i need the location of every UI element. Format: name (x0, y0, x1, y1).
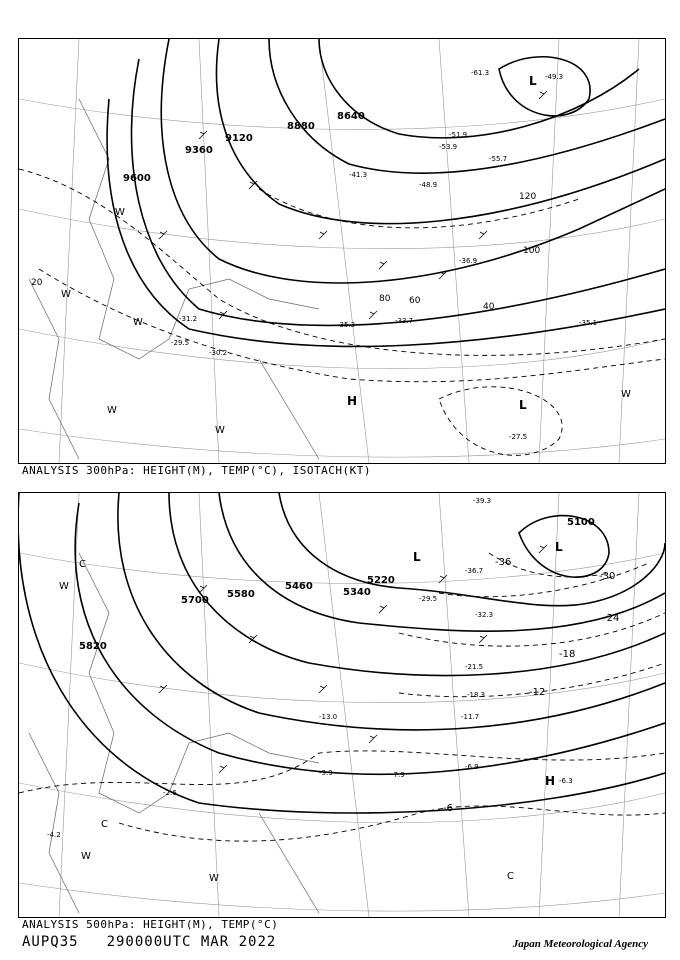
warm-marker: W (61, 289, 71, 300)
caption-300hpa: ANALYSIS 300hPa: HEIGHT(M), TEMP(°C), ISOTACH(KT) (22, 464, 372, 477)
temp-label: -29.5 (419, 595, 438, 603)
temp-label: -48.9 (419, 181, 438, 189)
temp-label: -21.5 (465, 663, 484, 671)
temp-label: -35.1 (579, 319, 598, 327)
footer-code-line (22, 934, 304, 950)
temp-label: -39.3 (473, 497, 492, 505)
temp-label: -2.6 (163, 789, 177, 797)
cold-marker: C (507, 871, 514, 882)
isotach-label: 100 (523, 246, 541, 256)
valid-datetime: 290000UTC MAR 2022 (106, 934, 277, 950)
isotach-label: 60 (409, 296, 421, 306)
isotach-label: 20 (31, 278, 43, 288)
height-label: 5340 (343, 587, 371, 598)
high-center-label: H (545, 774, 556, 788)
isotach-label: 40 (483, 302, 495, 312)
low-center-label: L (519, 398, 527, 412)
height-label: 5100 (567, 517, 595, 528)
warm-marker: W (215, 425, 225, 436)
height-label: 5580 (227, 589, 255, 600)
caption-500hpa: ANALYSIS 500hPa: HEIGHT(M), TEMP(°C) (22, 918, 279, 931)
temp-contour-label: -12 (529, 687, 546, 698)
coastline (29, 99, 319, 459)
height-label: 9600 (123, 173, 151, 184)
height-label: 8880 (287, 121, 315, 132)
warm-marker: W (59, 581, 69, 592)
graticule (19, 493, 665, 917)
low-center-label: L (413, 550, 421, 564)
low-center-label: L (529, 74, 537, 88)
warm-marker: W (107, 405, 117, 416)
temp-label: -4.2 (47, 831, 61, 839)
coastline (29, 553, 319, 913)
temp-contour-label: -36 (495, 557, 512, 568)
temp-label: -13.0 (319, 713, 338, 721)
graticule (19, 39, 665, 463)
temp-label: -6.3 (559, 777, 573, 785)
agency-name: Japan Meteorological Agency (512, 938, 648, 950)
temp-contour-label: -30 (599, 571, 616, 582)
map-panel-300hpa (18, 38, 666, 464)
height-label: 9360 (185, 145, 213, 156)
temp-label: -9.9 (319, 769, 333, 777)
temp-label: -33.7 (395, 317, 414, 325)
product-code: AUPQ35 (22, 934, 79, 950)
temp-label: -36.7 (465, 567, 484, 575)
isotach-label: 80 (379, 294, 391, 304)
map-300hpa-svg (19, 39, 665, 463)
temp-contour-label: -6 (443, 803, 453, 814)
height-label: 9120 (225, 133, 253, 144)
height-label: 5820 (79, 641, 107, 652)
warm-marker: W (209, 873, 219, 884)
temp-label: -30.2 (209, 349, 228, 357)
temp-label: -29.5 (171, 339, 190, 347)
temp-label: -41.3 (349, 171, 368, 179)
temp-label: -35.3 (337, 321, 356, 329)
temp-label: -7.9 (391, 771, 405, 779)
temp-contours (19, 553, 665, 841)
wind-barbs (159, 91, 547, 319)
temp-label: -11.7 (461, 713, 480, 721)
warm-marker: W (115, 207, 125, 218)
temp-label: -61.3 (471, 69, 490, 77)
temp-label: -36.9 (459, 257, 478, 265)
cold-marker: C (101, 819, 108, 830)
temp-label: -51.9 (449, 131, 468, 139)
map-500hpa-svg (19, 493, 665, 917)
temp-label: -6.9 (465, 763, 479, 771)
map-panel-500hpa (18, 492, 666, 918)
isotach-label: 120 (519, 192, 537, 202)
temp-label: -18.3 (467, 691, 486, 699)
warm-marker: W (81, 851, 91, 862)
high-center-label: H (347, 394, 358, 408)
warm-marker: W (133, 317, 143, 328)
temp-label: -31.2 (179, 315, 198, 323)
height-label: 5460 (285, 581, 313, 592)
height-label: 8640 (337, 111, 365, 122)
temp-label: -53.9 (439, 143, 458, 151)
height-label: 5220 (367, 575, 395, 586)
low-center-label: L (555, 540, 563, 554)
temp-label: -32.3 (475, 611, 494, 619)
temp-label: -55.7 (489, 155, 508, 163)
temp-label: -49.3 (545, 73, 564, 81)
warm-marker: W (621, 389, 631, 400)
cold-marker: C (79, 559, 86, 570)
temp-contour-label: -18 (559, 649, 576, 660)
temp-contour-label: -24 (603, 613, 620, 624)
height-label: 5700 (181, 595, 209, 606)
temp-label: -27.5 (509, 433, 528, 441)
